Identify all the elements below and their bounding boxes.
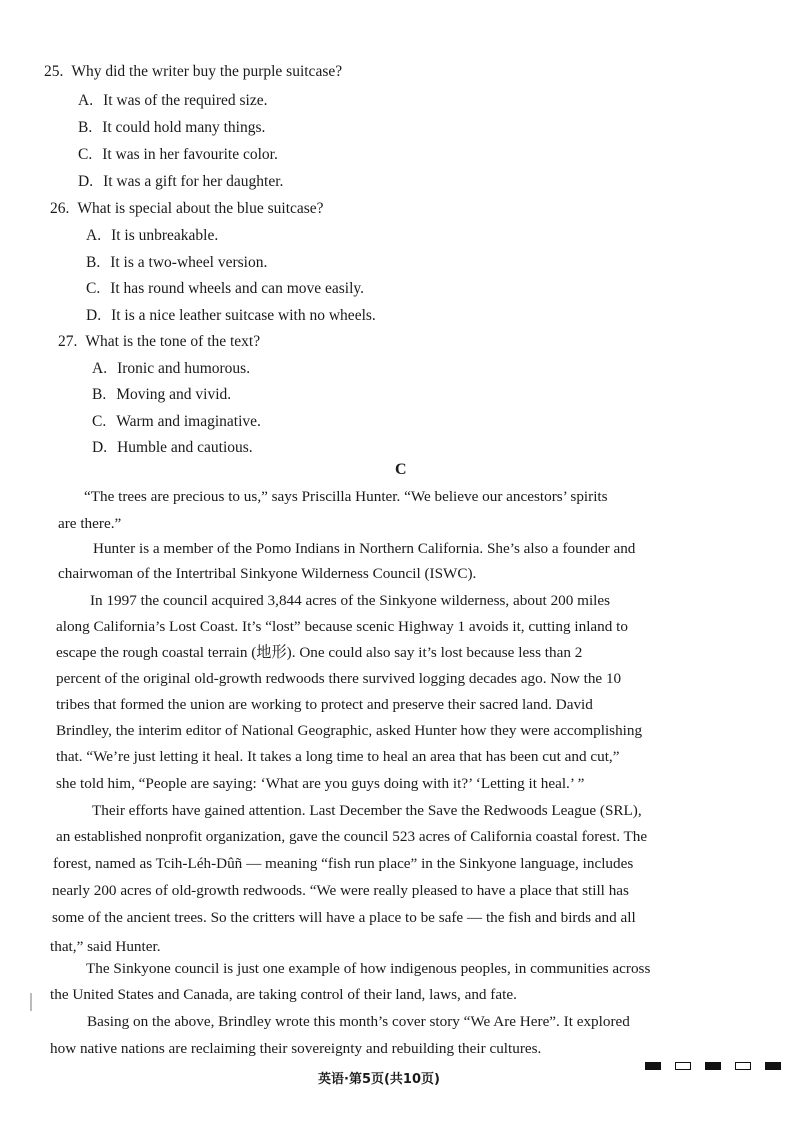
passage-line: Brindley, the interim editor of National Geographic, asked Hunter how they were accomplishing (56, 722, 643, 739)
question-26-option-c: C. It has round wheels and can move easily. (86, 280, 365, 297)
passage-line: chairwoman of the Intertribal Sinkyone Wilderness Council (ISWC). (58, 565, 477, 582)
passage-line: some of the ancient trees. So the critters will have a place to be safe — the fish and birds and all (52, 909, 636, 926)
question-number: 26. (50, 200, 70, 217)
question-26-option-a: A. It is unbreakable. (86, 227, 219, 244)
question-text: What is the tone of the text? (85, 333, 261, 350)
passage-line: that,” said Hunter. (50, 938, 161, 955)
question-27-option-c: C. Warm and imaginative. (92, 413, 261, 430)
passage-line: she told him, “People are saying: ‘What are you guys doing with it?’ ‘Letting it heal.’ ” (56, 775, 585, 792)
passage-line: that. “We’re just letting it heal. It takes a long time to heal an area that has been cut and cut,” (56, 748, 620, 765)
passage-line: forest, named as Tcih-Léh-Dûñ — meaning “fish run place” in the Sinkyone language, includes (53, 855, 634, 872)
question-text: What is special about the blue suitcase? (77, 200, 324, 217)
question-number: 27. (58, 333, 78, 350)
alignment-marks (645, 1062, 781, 1070)
passage-line: an established nonprofit organization, gave the council 523 acres of California coastal forest. The (56, 828, 648, 845)
question-25-option-d: D. It was a gift for her daughter. (78, 173, 284, 190)
question-26-option-b: B. It is a two-wheel version. (86, 254, 268, 271)
passage-line: tribes that formed the union are working to protect and preserve their sacred land. David (56, 696, 593, 713)
scan-speck (30, 993, 32, 1011)
passage-line: “The trees are precious to us,” says Priscilla Hunter. “We believe our ancestors’ spirits (84, 488, 608, 505)
question-number: 25. (44, 63, 64, 80)
question-26-stem (50, 201, 324, 217)
question-25-option-c: C. It was in her favourite color. (78, 146, 278, 163)
passage-line: Basing on the above, Brindley wrote this month’s cover story “We Are Here”. It explored (87, 1013, 630, 1030)
passage-line: Their efforts have gained attention. Last December the Save the Redwoods League (SRL), (92, 802, 642, 819)
passage-line: escape the rough coastal terrain (地形). One could also say it’s lost because less than 2 (56, 644, 583, 661)
question-27-stem (58, 334, 260, 350)
question-26-option-d: D. It is a nice leather suitcase with no wheels. (86, 307, 376, 324)
alignment-mark-icon (735, 1062, 751, 1070)
question-25-option-b: B. It could hold many things. (78, 119, 266, 136)
passage-line: In 1997 the council acquired 3,844 acres of the Sinkyone wilderness, about 200 miles (90, 592, 611, 609)
alignment-mark-icon (645, 1062, 661, 1070)
passage-line: are there.” (58, 515, 122, 532)
passage-line: the United States and Canada, are taking control of their land, laws, and fate. (50, 986, 517, 1003)
question-text: Why did the writer buy the purple suitcase? (71, 63, 343, 80)
alignment-mark-icon (705, 1062, 721, 1070)
question-27-option-a: A. Ironic and humorous. (92, 360, 251, 377)
page-footer: 英语·第5页(共10页) (318, 1072, 440, 1087)
section-heading: C (395, 461, 407, 478)
passage-line: nearly 200 acres of old-growth redwoods. “We were really pleased to have a place that still has (52, 882, 629, 899)
passage-line: how native nations are reclaiming their sovereignty and rebuilding their cultures. (50, 1040, 542, 1057)
alignment-mark-icon (765, 1062, 781, 1070)
question-25-stem (44, 64, 342, 80)
passage-line: percent of the original old-growth redwoods there survived logging decades ago. Now the 10 (56, 670, 622, 687)
alignment-mark-icon (675, 1062, 691, 1070)
passage-line: along California’s Lost Coast. It’s “lost” because scenic Highway 1 avoids it, cutting inland to (56, 618, 628, 635)
passage-line: The Sinkyone council is just one example of how indigenous peoples, in communities across (86, 960, 651, 977)
passage-line: Hunter is a member of the Pomo Indians in Northern California. She’s also a founder and (93, 540, 636, 557)
question-27-option-d: D. Humble and cautious. (92, 439, 253, 456)
question-25-option-a: A. It was of the required size. (78, 92, 268, 109)
question-27-option-b: B. Moving and vivid. (92, 386, 232, 403)
